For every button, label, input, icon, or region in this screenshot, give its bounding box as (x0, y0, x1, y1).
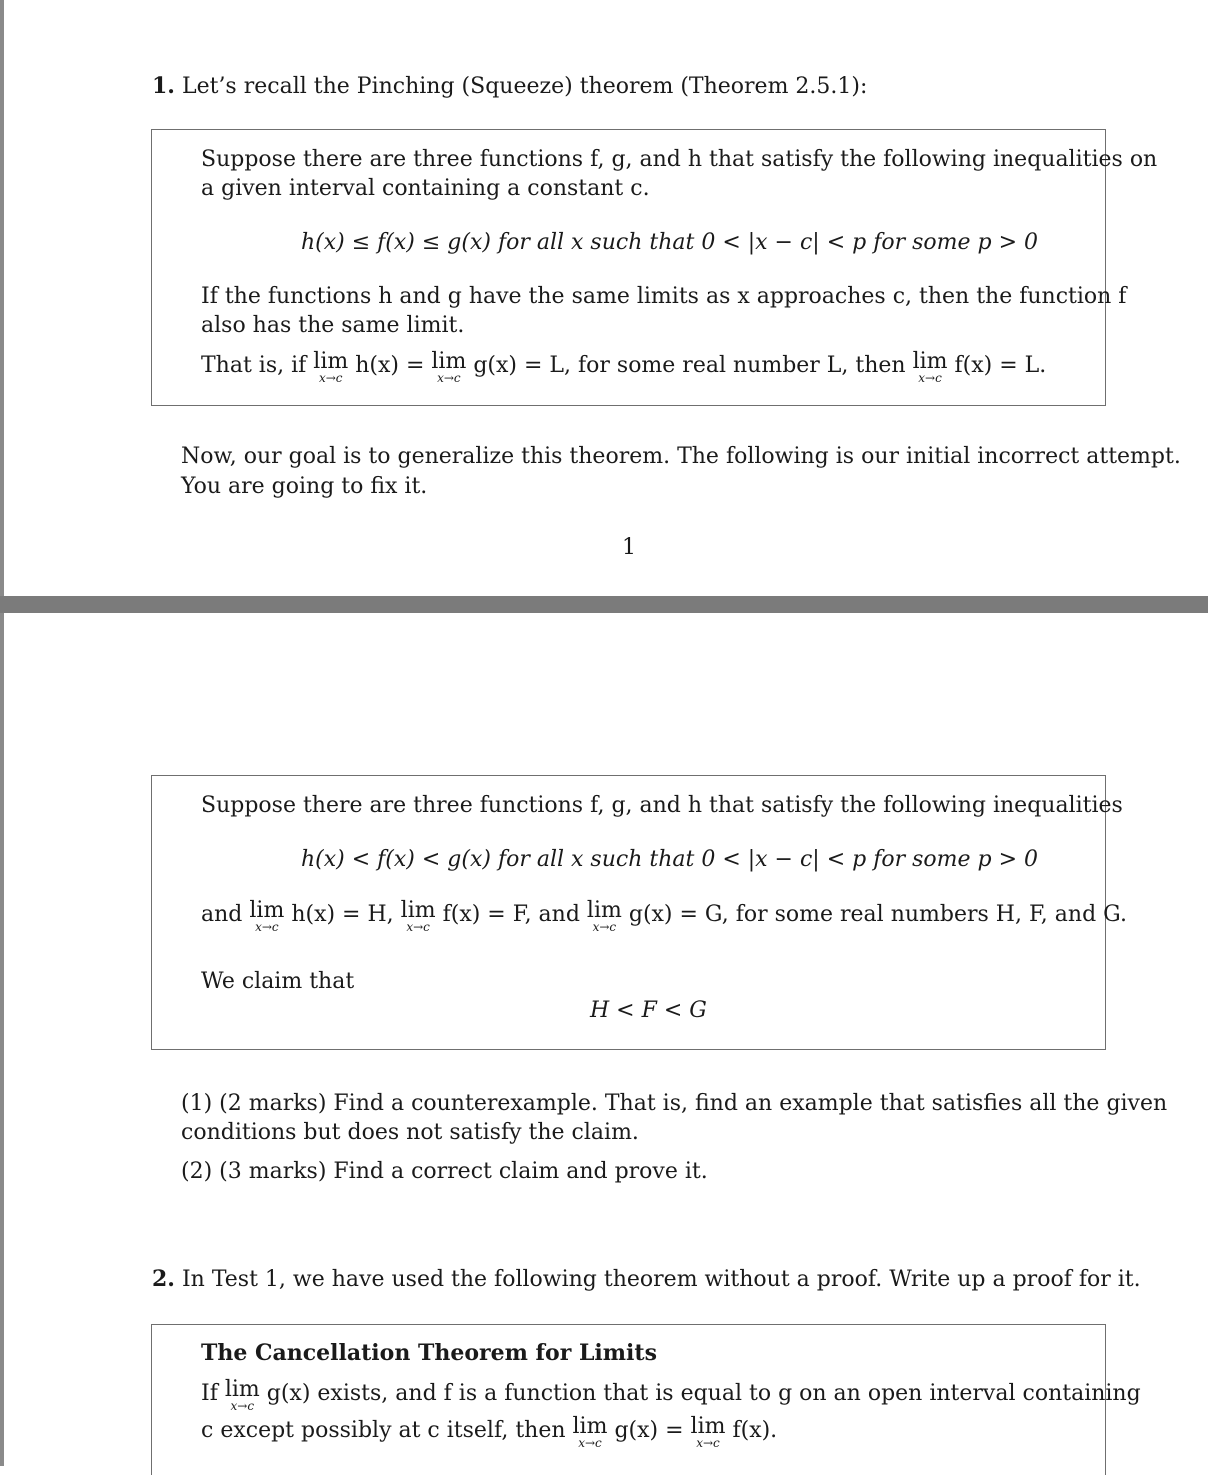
part1-line2: conditions but does not satisfy the claim. (181, 1120, 639, 1145)
lim-h-expr: h(x) = H, (291, 902, 401, 927)
incorrect-claim-box (151, 775, 1127, 1050)
theorem-title: The Cancellation Theorem for Limits (201, 1340, 657, 1366)
lim-g-expr: g(x) = L, for some real number L, then (473, 353, 913, 378)
box1-limit-statement (201, 351, 1046, 383)
lim-f-expr: f(x) = F, and (442, 902, 587, 927)
box1-para1-line1: Suppose there are three functions f, g, and h that satisfy the following inequalities on (201, 147, 1158, 172)
lim-f-expr: f(x) = L. (954, 353, 1047, 378)
lim-word: lim (249, 898, 285, 923)
part2-text: (2) (3 marks) Find a correct claim and prove it. (181, 1159, 708, 1184)
lim-subscript: x→c (918, 371, 942, 385)
lim-word: lim (912, 349, 948, 374)
generalize-line1: Now, our goal is to generalize this theorem. The following is our initial incorrect attempt. (181, 444, 1181, 469)
lim-word: lim (224, 1377, 260, 1402)
lim-g (225, 1379, 260, 1411)
theorem-line1 (201, 1379, 1141, 1411)
box1-para2-line2: also has the same limit. (201, 313, 465, 338)
part1-line1: (1) (2 marks) Find a counterexample. That is, find an example that satisfies all the given (181, 1091, 1168, 1116)
lim-subscript: x→c (578, 1436, 602, 1450)
lim-word: lim (586, 898, 622, 923)
lim-subscript: x→c (696, 1436, 720, 1450)
except-text: c except possibly at c itself, then (201, 1418, 573, 1443)
lim-word: lim (313, 349, 349, 374)
lim-g-expr: g(x) = (614, 1418, 691, 1443)
box2-inequality: h(x) < f(x) < g(x) for all x such that 0 < |x − c| < p for some p > 0 (301, 847, 1039, 872)
lim-subscript: x→c (437, 371, 461, 385)
lim-subscript: x→c (592, 920, 617, 934)
box1-inequality: h(x) ≤ f(x) ≤ g(x) for all x such that 0 < |x − c| < p for some p > 0 (301, 230, 1039, 255)
lim-word: lim (572, 1414, 608, 1439)
lim-subscript: x→c (230, 1399, 255, 1413)
lim-f (401, 900, 436, 932)
box1-para1-line2: a given interval containing a constant c. (201, 176, 650, 201)
question-1-intro: Let’s recall the Pinching (Squeeze) theorem (Theorem 2.5.1): (181, 74, 868, 99)
question-2-heading (152, 1265, 1141, 1294)
lim-subscript: x→c (318, 371, 343, 385)
generalize-line2: You are going to fix it. (181, 474, 428, 499)
lim-g (587, 900, 622, 932)
lim-h-expr: h(x) = (355, 353, 432, 378)
claim-label: We claim that (201, 969, 355, 994)
lim-f (913, 351, 948, 383)
page-number: 1 (622, 535, 636, 560)
lim-subscript: x→c (406, 920, 430, 934)
lim-g-expr: g(x) = G, for some real numbers H, F, and G. (628, 902, 1127, 927)
and-text: and (201, 902, 250, 927)
question-1-number: 1. (152, 73, 175, 99)
lim-h (313, 351, 348, 383)
lim-subscript: x→c (255, 920, 279, 934)
lim-f (691, 1416, 726, 1448)
theorem-line2 (201, 1416, 777, 1448)
question-1-heading (152, 72, 867, 101)
squeeze-theorem-box (151, 129, 1158, 406)
theorem-line1-rest: g(x) exists, and f is a function that is equal to g on an open interval containing (266, 1381, 1141, 1406)
lim-g (431, 351, 466, 383)
box1-para2-line1: If the functions h and g have the same limits as x approaches c, then the function f (201, 284, 1127, 309)
page-separator (0, 596, 1208, 613)
lim-word: lim (400, 898, 436, 923)
lim-g (573, 1416, 608, 1448)
page-left-border (0, 0, 4, 1466)
that-is-text: That is, if (201, 353, 314, 378)
lim-h (249, 900, 284, 932)
lim-word: lim (431, 349, 467, 374)
if-text: If (201, 1381, 225, 1406)
claim-inequality: H < F < G (590, 998, 707, 1023)
box2-line1: Suppose there are three functions f, g, and h that satisfy the following inequalities (201, 793, 1123, 818)
lim-f-expr: f(x). (732, 1418, 778, 1443)
box2-limit-statement (201, 900, 1127, 932)
question-2-intro: In Test 1, we have used the following theorem without a proof. Write up a proof for it. (181, 1267, 1141, 1292)
cancellation-theorem-box (151, 1324, 1141, 1475)
question-2-number: 2. (152, 1266, 175, 1292)
lim-word: lim (690, 1414, 726, 1439)
